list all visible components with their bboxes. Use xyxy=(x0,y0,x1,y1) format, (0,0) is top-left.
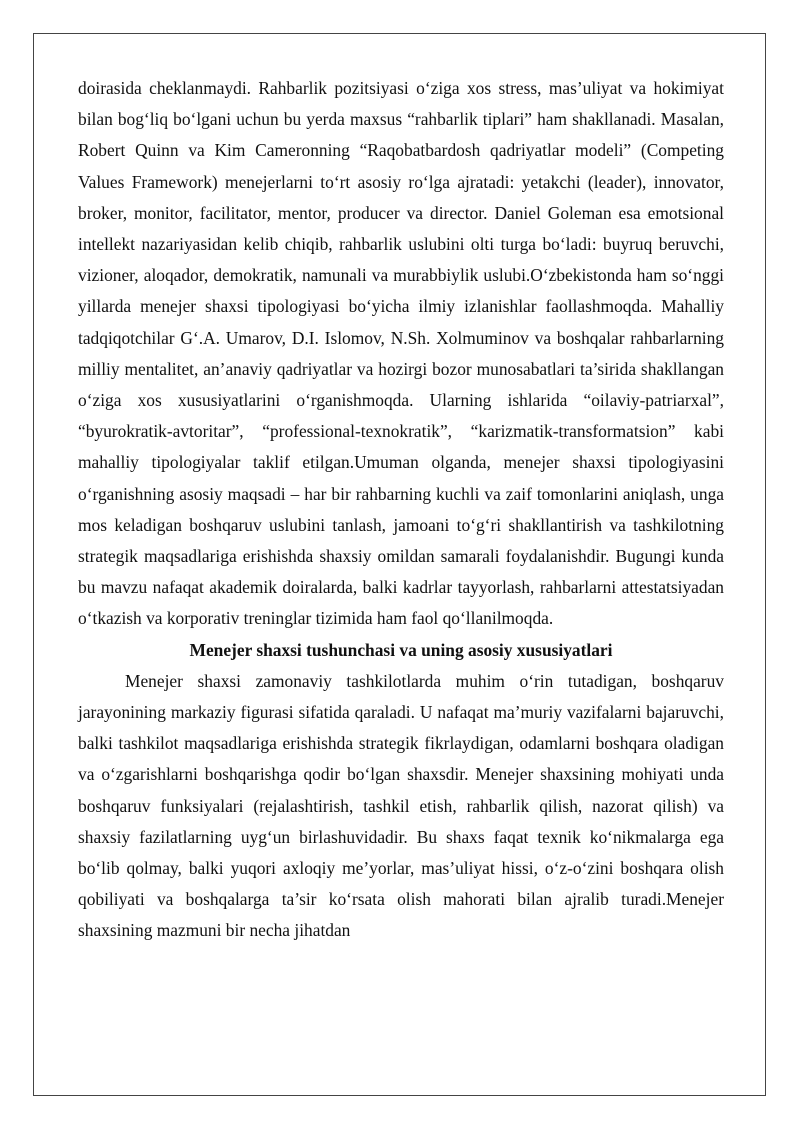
body-paragraph-2: Menejer shaxsi zamonaviy tashkilotlarda muhim o‘rin tutadigan, boshqaruv jarayonining markaziy figurasi sifatida qaraladi. U nafaqat ma’muriy vazifalarni bajaruvchi, balki tashkilot maqsadlariga erishishda strategik fikrlaydigan, odamlarni boshqara oladigan va o‘zgarishlarni boshqarishga qodir bo‘lgan shaxsdir. Menejer shaxsining mohiyati unda boshqaruv funksiyalari (rejalashtirish, tashkil etish, rahbarlik qilish, nazorat qilish) va shaxsiy fazilatlarning uyg‘un birlashuvidadir. Bu shaxs faqat texnik ko‘nikmalarga ega bo‘lib qolmay, balki yuqori axloqiy me’yorlar, mas’uliyat hissi, o‘z-o‘zini boshqara olish qobiliyati va boshqalarga ta’sir ko‘rsata olish mahorati bilan ajralib turadi.Menejer shaxsining mazmuni bir necha jihatdan xyxy=(78,670,724,941)
document-body xyxy=(78,73,724,947)
body-paragraph-1: doirasida cheklanmaydi. Rahbarlik pozitsiyasi o‘ziga xos stress, mas’uliyat va hokimiyat bilan bog‘liq bo‘lgani uchun bu yerda maxsus “rahbarlik tiplari” ham shakllanadi. Masalan, Robert Quinn va Kim Cameronning “Raqobatbardosh qadriyatlar modeli” (Competing Values Framework) menejerlarni to‘rt asosiy ro‘lga ajratadi: yetakchi (leader), innovator, broker, monitor, facilitator, mentor, producer va director. Daniel Goleman esa emotsional intellekt nazariyasidan kelib chiqib, rahbarlik uslubini olti turga bo‘ladi: buyruq beruvchi, vizioner, aloqador, demokratik, namunali va murabbiylik uslubi.O‘zbekistonda ham so‘nggi yillarda menejer shaxsi tipologiyasi bo‘yicha ilmiy izlanishlar faollashmoqda. Mahalliy tadqiqotchilar G‘.A. Umarov, D.I. Islomov, N.Sh. Xolmuminov va boshqalar rahbarlarning milliy mentalitet, an’anaviy qadriyatlar va hozirgi bozor munosabatlari ta’sirida shakllangan o‘ziga xos xususiyatlarini o‘rganishmoqda. Ularning ishlarida “oilaviy-patriarxal”, “byurokratik-avtoritar”, “professional-texnokratik”, “karizmatik-transformatsion” kabi mahalliy tipologiyalar taklif etilgan.Umuman olganda, menejer shaxsi tipologiyasini o‘rganishning asosiy maqsadi – har bir rahbarning kuchli va zaif tomonlarini aniqlash, unga mos keladigan boshqaruv uslubini tanlash, jamoani to‘g‘ri shakllantirish va tashkilotning strategik maqsadlariga erishishda shaxsiy omildan samarali foydalanishdir. Bugungi kunda bu mavzu nafaqat akademik doiralarda, balki kadrlar tayyorlash, rahbarlarni attestatsiyadan o‘tkazish va korporativ treninglar tizimida ham faol qo‘llanilmoqda. xyxy=(78,78,724,629)
section-heading: Menejer shaxsi tushunchasi va uning asosiy xususiyatlari xyxy=(189,639,613,660)
